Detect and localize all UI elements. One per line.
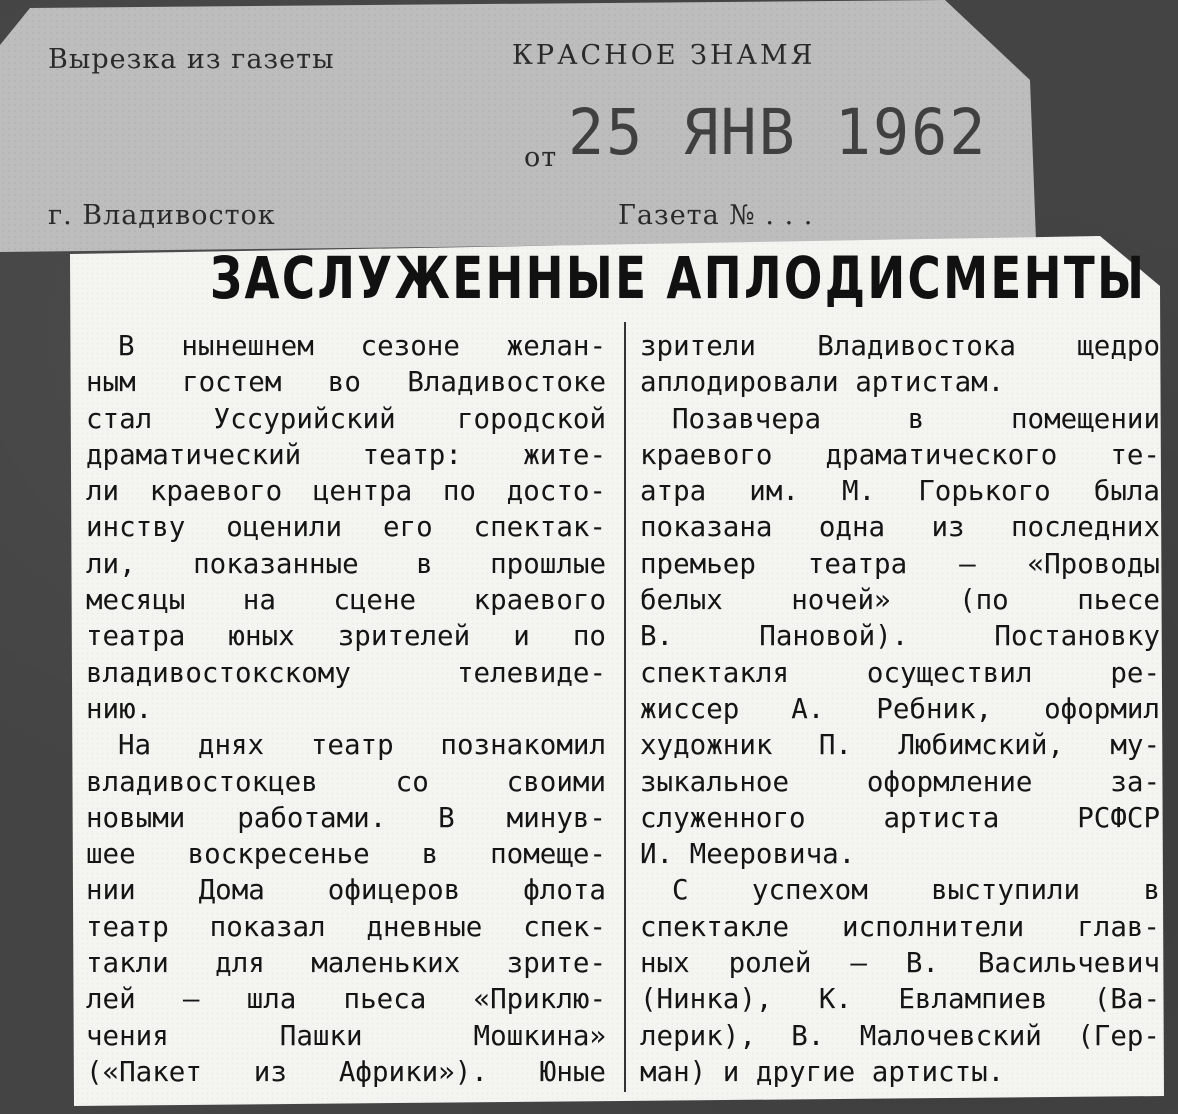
article-line: Позавчера в помещении [672,402,1160,435]
article-line: ман) и другие артисты. [640,1055,1005,1088]
article-line: спектакле исполнители глав- [640,910,1160,943]
article-line: зрители Владивостока щедро [640,330,1160,362]
left-column [86,328,606,1090]
article-line: премьер театра — «Проводы [640,547,1160,580]
article-line: В. Пановой). Постановку [640,620,1160,653]
article-line: служенного артиста РСФСР [640,801,1160,834]
article-line: спектакля осуществил ре- [640,656,1160,689]
article-line: белых ночей» (по пьесе [640,584,1160,617]
article-line: лей — шла пьеса «Приклю- [86,983,606,1016]
article-line: художник П. Любимский, му- [640,729,1160,762]
issue-number-label: Газета № . . . [618,200,814,231]
article-line: На днях театр познакомил [118,729,606,762]
date-prefix: от [524,142,558,173]
article-line: театр показал дневные спек- [86,910,606,943]
article-line: новыми работами. В минув- [86,801,606,834]
article-line: ли краевого центра по досто- [86,475,606,508]
right-column [640,328,1160,1090]
article-line: («Пакет из Африки»). Юные [86,1055,606,1088]
article-line: нию. [86,692,153,725]
article-line: лерик), В. Малочевский (Гер- [640,1019,1160,1052]
article-line: краевого драматического те- [640,438,1160,471]
article-line: владивостокцев со своими [86,765,606,798]
article-line: В нынешнем сезоне желан- [118,330,606,362]
newspaper-name: КРАСНОЕ ЗНАМЯ [512,40,816,71]
article-line: ли, показанные в прошлые [86,547,606,580]
article-line: владивостокскому телевиде- [86,656,606,689]
article-line: С успехом выступили в [672,874,1160,907]
article-line: показана одна из последних [640,511,1160,544]
article-line: зыкальное оформление за- [640,765,1160,798]
article-line: стал Уссурийский городской [86,402,606,435]
article-line: театра юных зрителей и по [86,620,606,653]
article-line: инству оценили его спектак- [86,511,606,544]
article-line: месяцы на сцене краевого [86,584,606,617]
clipping-from-label: Вырезка из газеты [48,44,335,75]
article-line: аплодировали артистам. [640,366,1005,399]
article-line: чения Пашки Мошкина» [86,1019,606,1052]
article-headline: ЗАСЛУЖЕННЫЕ АПЛОДИСМЕНТЫ [210,244,1147,312]
article-line: атра им. М. Горького была [640,475,1160,508]
article-line: ных ролей — В. Васильчевич [640,947,1160,980]
article-line: (Нинка), К. Евлампиев (Ва- [640,983,1160,1016]
article-line: драматический театр: жите- [86,438,606,471]
column-divider [624,322,626,1092]
article-line: ным гостем во Владивостоке [86,366,606,399]
date-stamp: 25 ЯНВ 1962 [568,96,988,170]
article-line: нии Дома офицеров флота [86,874,606,907]
article-line: такли для маленьких зрите- [86,947,606,980]
article-line: И. Мееровича. [640,838,856,871]
city-label: г. Владивосток [48,200,276,231]
article-line: жиссер А. Ребник, оформил [640,692,1160,725]
article-line: шее воскресенье в помеще- [86,838,606,871]
